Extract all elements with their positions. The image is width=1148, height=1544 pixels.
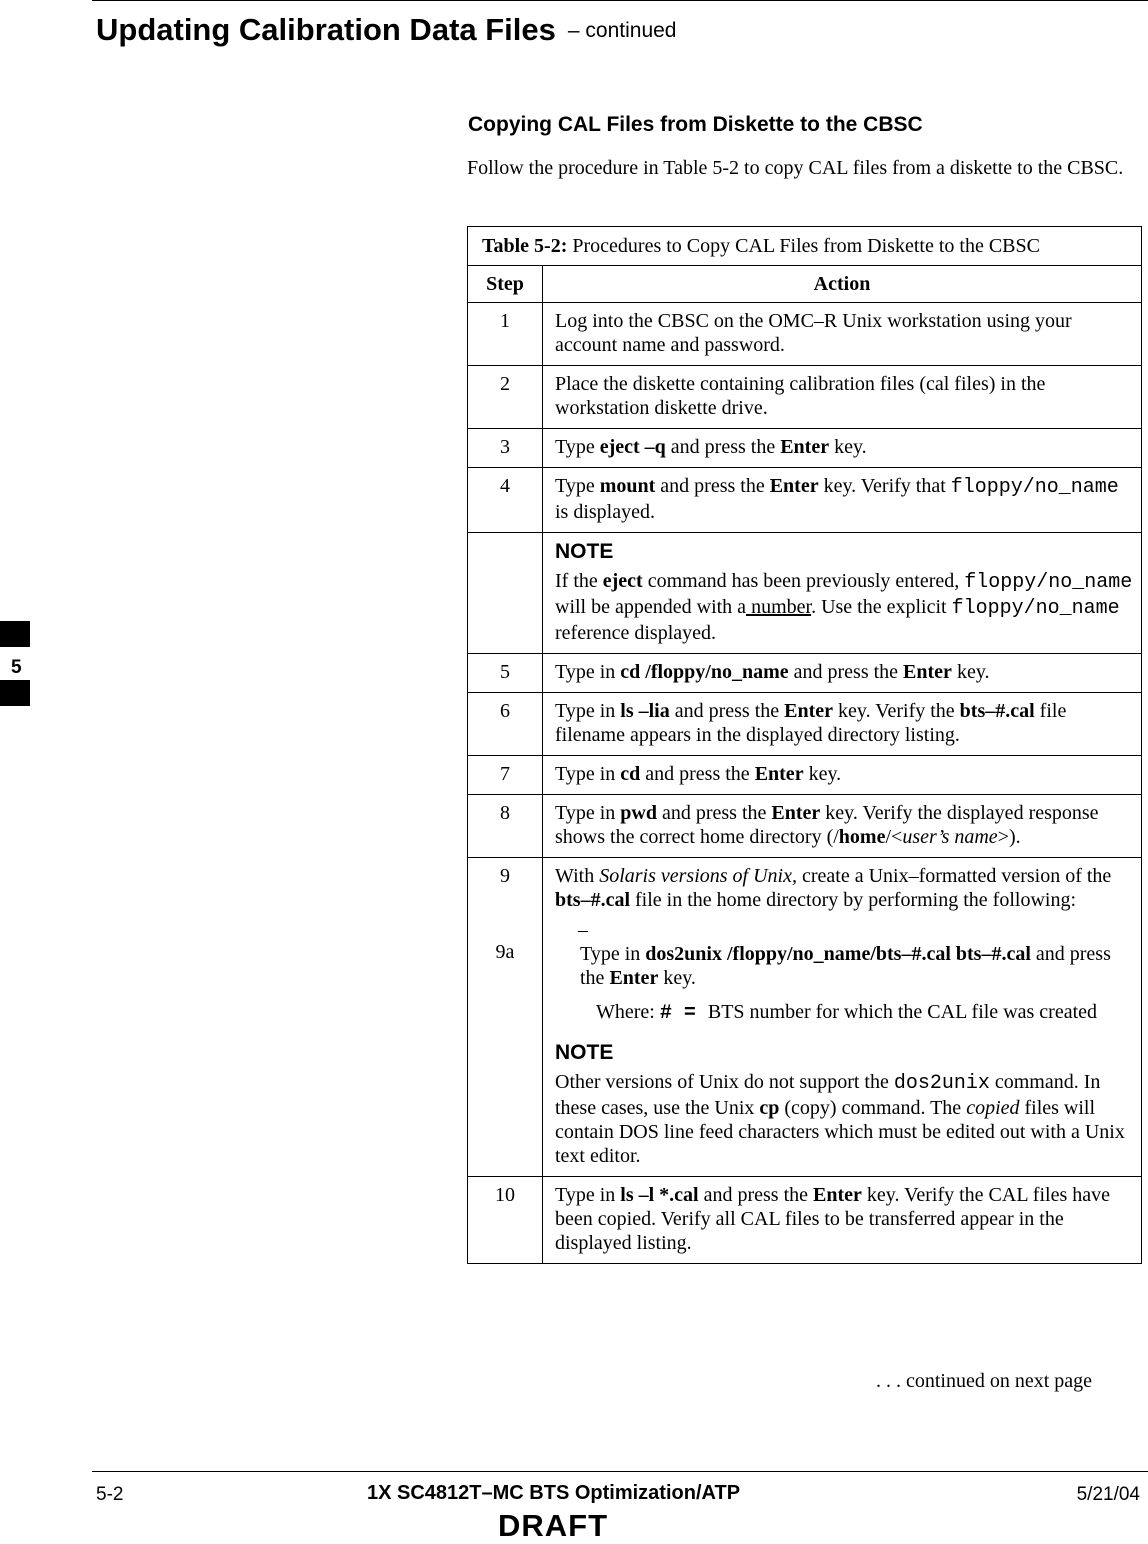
draft-mark: DRAFT	[498, 1508, 609, 1543]
command-text: eject	[602, 570, 643, 592]
action-text: key. Verify the displayed response shows the correct home directory (/	[555, 802, 1099, 848]
action-text: and press the	[665, 436, 781, 458]
step-action	[543, 693, 1142, 756]
note-text-part: files will contain DOS line feed characters which must be edited out with a Unix text editor.	[555, 1097, 1125, 1167]
table-row	[468, 858, 1142, 1177]
step-action	[543, 654, 1142, 693]
key-text: Enter	[771, 802, 821, 824]
note-text-part: command. In these cases, use the Unix	[555, 1071, 1101, 1119]
emphasis-text: copied	[966, 1097, 1020, 1119]
footer-title: 1X SC4812T–MC BTS Optimization/ATP	[367, 1482, 741, 1504]
filename-text: bts–#.cal	[959, 700, 1035, 722]
note-text-part: . Use the explicit	[811, 596, 952, 618]
page-header	[96, 12, 676, 48]
hash-symbol: # =	[659, 1002, 708, 1025]
command-text: cp	[759, 1097, 780, 1119]
step-number: 7	[468, 756, 543, 795]
note-text-part: command has been previously entered,	[642, 570, 965, 592]
step-action: Log into the CBSC on the OMC–R Unix workstation using your account name and password.	[543, 303, 1142, 366]
action-text: create a Unix–formatted version of the	[796, 865, 1112, 887]
action-text: Type	[555, 475, 600, 497]
step-number: 9	[500, 865, 510, 887]
action-text: and press the	[655, 475, 770, 497]
key-text: Enter	[903, 661, 952, 683]
action-text: Type in	[555, 1184, 621, 1206]
step-9-text	[555, 864, 1137, 912]
key-text: Enter	[780, 436, 830, 458]
table-caption	[468, 227, 1142, 266]
footer-rule	[92, 1471, 1148, 1472]
step-number: 6	[468, 693, 543, 756]
command-text: cd /floppy/no_name	[620, 661, 789, 683]
step-number: 9a	[495, 941, 515, 963]
action-text: file filename appears in the displayed directory listing.	[555, 700, 1067, 746]
procedure-table	[467, 226, 1142, 1264]
table-caption-text: Procedures to Copy CAL Files from Diskette to the CBSC	[567, 235, 1040, 257]
chapter-tab-number: 5	[11, 657, 22, 678]
column-header-step: Step	[468, 266, 543, 303]
emphasis-text: Solaris versions of Unix,	[599, 865, 797, 887]
step-action	[543, 756, 1142, 795]
action-text: and press the	[669, 700, 785, 722]
action-text: Type in	[555, 661, 621, 683]
filename-text: bts–#.cal	[555, 889, 630, 911]
footer-page-number: 5-2	[96, 1484, 124, 1505]
key-text: Enter	[609, 967, 659, 989]
note-heading: NOTE	[555, 1041, 614, 1064]
step-action	[543, 795, 1142, 858]
action-text: file in the home directory by performing the following:	[630, 889, 1076, 911]
action-text: key. Verify the	[833, 700, 960, 722]
step-action: Place the diskette containing calibration files (cal files) in the workstation diskette drive.	[543, 366, 1142, 429]
step-number: 10	[468, 1177, 543, 1264]
key-text: Enter	[754, 763, 804, 785]
step-number-group	[468, 858, 543, 1177]
action-text: is displayed.	[555, 501, 655, 523]
action-text: >).	[997, 826, 1021, 848]
action-text: and press the	[656, 802, 772, 824]
underlined-text: number	[746, 596, 812, 618]
note-text	[555, 1070, 1137, 1168]
step-number: 3	[468, 429, 543, 468]
command-text: dos2unix /floppy/no_name/bts–#.cal bts–#.cal	[645, 943, 1031, 965]
placeholder-text: user’s name	[902, 826, 998, 848]
step-number: 2	[468, 366, 543, 429]
command-text: ls –lia	[620, 700, 670, 722]
path-text: floppy/no_name	[964, 571, 1133, 594]
command-text: mount	[599, 475, 656, 497]
action-text: key.	[658, 967, 696, 989]
command-text: eject –q	[599, 436, 666, 458]
action-text: and press the	[698, 1184, 814, 1206]
table-row-note	[468, 533, 1142, 654]
table-row	[468, 693, 1142, 756]
header-continued: – continued	[567, 19, 677, 42]
path-text: floppy/no_name	[950, 476, 1119, 499]
command-text: pwd	[620, 802, 657, 824]
step-number: 4	[468, 468, 543, 533]
key-text: Enter	[769, 475, 819, 497]
action-text: /<	[885, 826, 903, 848]
note-text-part: If the	[555, 570, 603, 592]
where-text	[596, 1000, 1134, 1026]
action-text: Type in	[555, 802, 621, 824]
note-text	[555, 569, 1137, 645]
action-text: Type in	[555, 700, 621, 722]
note-text-part: (copy) command. The	[779, 1097, 967, 1119]
action-text: and press the	[788, 661, 904, 683]
column-header-action: Action	[543, 266, 1142, 303]
action-text: With	[555, 865, 600, 887]
table-header-row	[468, 266, 1142, 303]
spacer	[468, 888, 542, 940]
action-text: key.	[951, 661, 990, 683]
command-text: ls –l *.cal	[620, 1184, 699, 1206]
footer-date: 5/21/04	[1076, 1484, 1140, 1505]
header-title: Updating Calibration Data Files	[96, 12, 556, 47]
action-text: Type	[555, 436, 600, 458]
command-text: cd	[620, 763, 641, 785]
section-title: Copying CAL Files from Diskette to the CBSC	[468, 113, 923, 136]
action-text: key. Verify that	[818, 475, 951, 497]
dash-bullet: –	[578, 919, 588, 941]
step-action	[543, 429, 1142, 468]
action-text: Type in	[580, 943, 646, 965]
step-number-empty	[468, 533, 543, 654]
continued-note: . . . continued on next page	[876, 1370, 1093, 1392]
substep-text	[580, 942, 1125, 990]
note-text-part: Other versions of Unix do not support the	[555, 1071, 894, 1093]
action-text: Type in	[555, 763, 621, 785]
table-row	[468, 756, 1142, 795]
section-intro: Follow the procedure in Table 5-2 to copy CAL files from a diskette to the CBSC.	[467, 157, 1124, 179]
action-text: key.	[829, 436, 867, 458]
key-text: Enter	[813, 1184, 862, 1206]
note-heading: NOTE	[555, 540, 614, 563]
chapter-tab-top	[0, 621, 30, 647]
where-label: Where:	[596, 1001, 660, 1023]
table-row	[468, 303, 1142, 366]
step-action	[543, 468, 1142, 533]
step-action	[543, 1177, 1142, 1264]
step-number: 1	[468, 303, 543, 366]
substep-9a	[580, 918, 1137, 1026]
note-block	[543, 533, 1142, 654]
table-row	[468, 795, 1142, 858]
step-number: 5	[468, 654, 543, 693]
header-rule	[92, 0, 1148, 1]
chapter-tab-bottom	[0, 680, 30, 706]
path-text: floppy/no_name	[951, 597, 1120, 620]
table-row	[468, 468, 1142, 533]
where-description: BTS number for which the CAL file was created	[707, 1001, 1098, 1023]
path-text: home	[838, 826, 886, 848]
table-row	[468, 654, 1142, 693]
table-row	[468, 366, 1142, 429]
note-text-part: will be appended with a	[555, 596, 747, 618]
action-text: key.	[803, 763, 842, 785]
table-caption-label: Table 5-2:	[482, 235, 568, 257]
action-text: and press the	[640, 763, 755, 785]
table-row	[468, 429, 1142, 468]
action-text: key. Verify the CAL files have been copied. Verify all CAL files to be transferred appear in the displayed listing.	[555, 1184, 1110, 1254]
note-text-part: reference displayed.	[555, 622, 717, 644]
command-text: dos2unix	[893, 1072, 990, 1095]
action-text: and press the	[580, 943, 1111, 989]
step-action	[543, 858, 1142, 1177]
key-text: Enter	[784, 700, 834, 722]
table-caption-row	[468, 227, 1142, 266]
table-row	[468, 1177, 1142, 1264]
step-number: 8	[468, 795, 543, 858]
